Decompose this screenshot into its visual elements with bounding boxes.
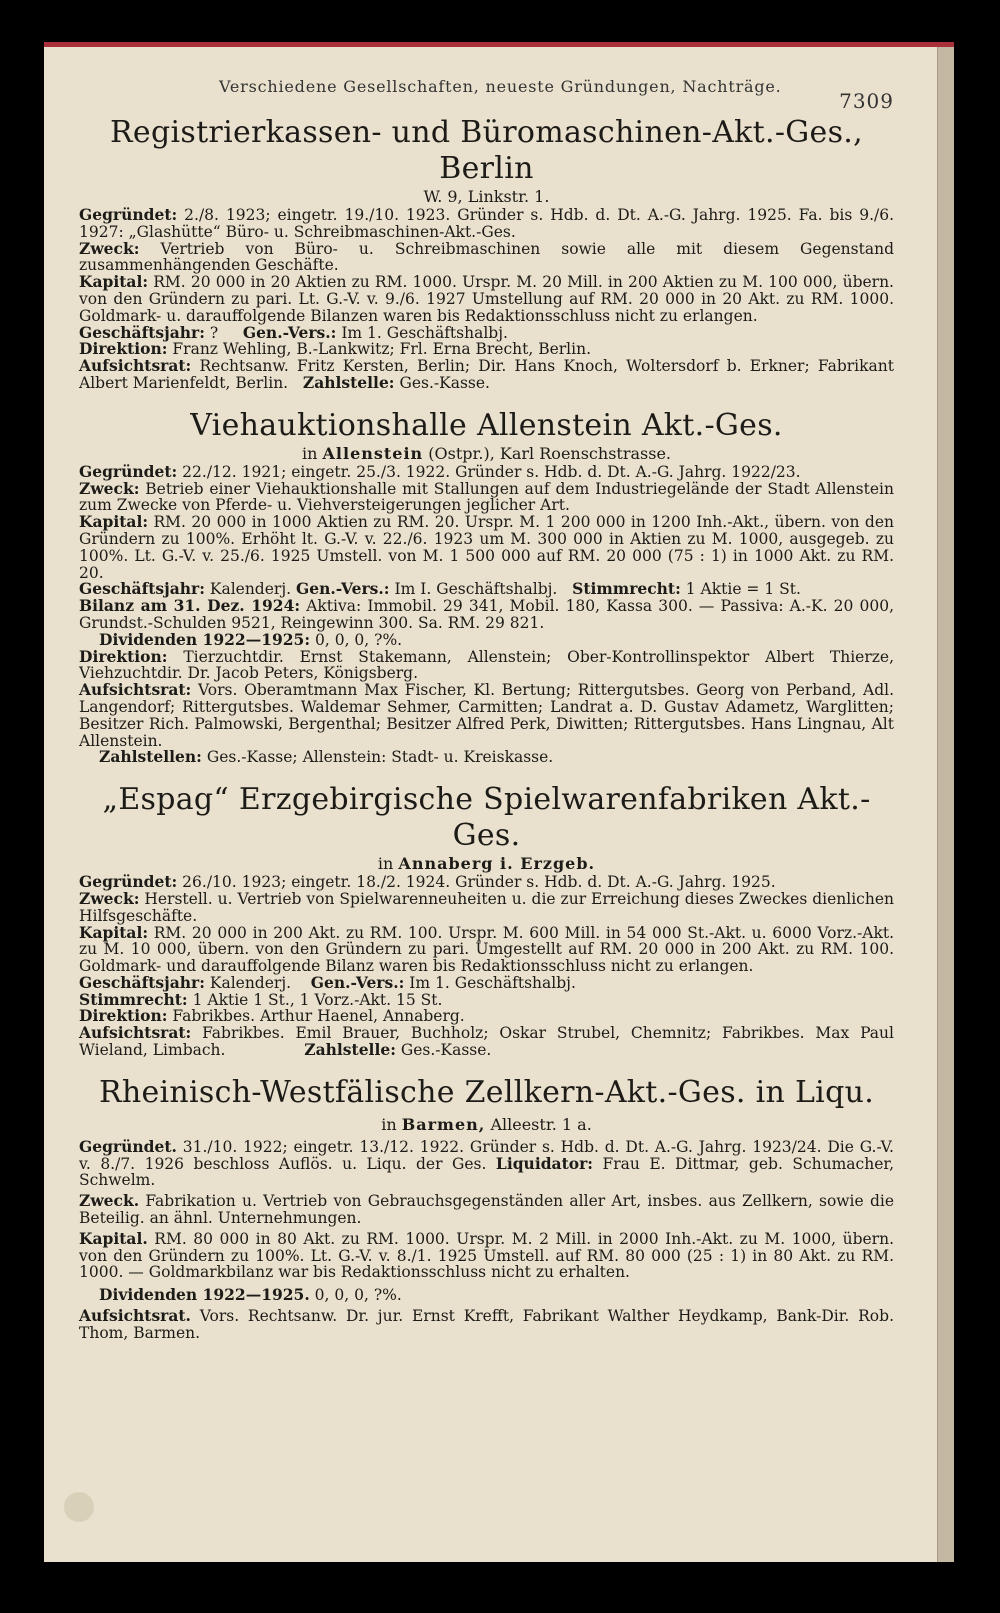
dividends-line — [79, 629, 894, 649]
capital-text: RM. 20 000 in 1000 Aktien zu RM. 20. Urspr. M. 1 200 000 in 1200 Inh.-Akt., übern. von den Gründern zu 100%. Erhöht lt. G.-V. v. 22./6. 1923 um M. 300 000 in Aktien zu M. 1000, ausgegeb. zu 100%. Lt. G.-V. v. 25./6. 1925 Umstell. von M. 1 500 000 auf RM. 20 000 (75 : 1) in 1000 Akt. zu RM. 20. — [79, 513, 894, 582]
dividends-value: 0, 0, 0, ?%. — [315, 630, 403, 649]
purpose-line — [79, 478, 894, 515]
capital-text: RM. 20 000 in 200 Akt. zu RM. 100. Urspr. M. 600 Mill. in 54 000 St.-Akt. u. 6000 Vorz.-Akt. zu M. 10 000, übern. von den Gründern zu pari. Umgestellt auf RM. 20 000 in 200 Akt. zu RM. 100. Goldmark- und darauffolgende Bilanz waren bis Redaktionsschluss nicht zu erlangen. — [79, 923, 894, 976]
company-location — [79, 1115, 894, 1135]
running-title: Verschiedene Gesellschaften, neueste Gründungen, Nachträge. — [219, 77, 782, 96]
balance-label: Bilanz am 31. Dez. 1924: — [79, 596, 301, 616]
liquidator-value: Frau E. Dittmar, geb. Schumacher, Schwelm. — [79, 1154, 895, 1190]
paying-office-label: Zahlstelle: — [302, 372, 395, 392]
capital-label: Kapital: — [79, 512, 149, 532]
board-label: Direktion: — [79, 1006, 168, 1026]
location-suffix: Alleestr. 1 a. — [490, 1114, 592, 1134]
founded-line — [79, 874, 894, 891]
company-entry-registrierkassen — [79, 115, 894, 392]
company-location — [79, 854, 894, 874]
capital-label: Kapital. — [79, 1228, 148, 1248]
board-text: Tierzuchtdir. Ernst Stakemann, Allenstein; Ober-Kontrollinspektor Albert Thierze, Viehzuchtdir. Dr. Jacob Peters, Königsberg. — [79, 647, 894, 683]
supervisory-line — [79, 1308, 894, 1342]
capital-text: RM. 80 000 in 80 Akt. zu RM. 1000. Urspr. M. 2 Mill. in 2000 Inh.-Akt. zu M. 1000, übern. von den Gründern zu 100%. Lt. G.-V. v. 8./1. 1925 Umstell. auf RM. 80 000 (25 : 1) in 80 Akt. zu RM. 1000. — Goldmarkbilanz war bis Redaktionsschluss nicht zu erhalten. — [79, 1229, 894, 1282]
purpose-label: Zweck. — [79, 1191, 140, 1211]
founded-label: Gegründet: — [79, 872, 178, 892]
supervisory-text: Vors. Oberamtmann Max Fischer, Kl. Bertung; Rittergutsbes. Georg von Perband, Adl. Langendorf; Rittergutsbes. Waldemar Sehmer, Carmitten; Landrat a. D. Gustav Adametz, Warglitten; Besitzer Rich. Palmowski, Bergenthal; Besitzer Alfred Perk, Diwitten; Rittergutsbes. Hans Lingnau, Alt Allenstein. — [79, 681, 894, 750]
location-prefix: in — [302, 443, 318, 463]
capital-line — [79, 922, 894, 976]
liquidator-label: Liquidator: — [495, 1153, 593, 1173]
company-entry-viehauktionshalle — [79, 408, 894, 766]
location-prefix: in — [377, 854, 394, 874]
general-meeting-value: Im 1. Geschäftshalbj. — [409, 973, 576, 992]
founded-line — [79, 1136, 895, 1190]
company-entry-espag — [79, 782, 894, 1059]
supervisory-label: Aufsichtsrat: — [79, 680, 192, 700]
board-label: Direktion: — [79, 646, 168, 666]
paying-office-value: Ges.-Kasse; Allenstein: Stadt- u. Kreiskasse. — [206, 748, 554, 767]
capital-label: Kapital: — [79, 922, 149, 942]
company-title: Registrierkassen- und Büromaschinen-Akt.-Ges., Berlin — [110, 115, 863, 186]
company-title: „Espag“ Erzgebirgische Spielwarenfabriken Akt.-Ges. — [102, 782, 871, 854]
company-title: Viehauktionshalle Allenstein Akt.-Ges. — [190, 407, 783, 443]
capital-label: Kapital: — [79, 272, 149, 292]
fiscal-year-label: Geschäftsjahr: — [79, 579, 205, 599]
page-text — [79, 47, 894, 1342]
founded-text: 22./12. 1921; eingetr. 25./3. 1922. Gründer s. Hdb. d. Dt. A.-G. Jahrg. 1922/23. — [182, 462, 801, 481]
purpose-label: Zweck: — [79, 238, 140, 258]
purpose-label: Zweck: — [79, 478, 140, 498]
purpose-line — [79, 1193, 894, 1227]
board-line — [79, 341, 894, 358]
general-meeting-value: Im I. Geschäftshalbj. — [394, 580, 558, 599]
fiscal-year-value: ? — [209, 323, 219, 342]
paying-office-value: Ges.-Kasse. — [399, 373, 490, 392]
board-text: Franz Wehling, B.-Lankwitz; Frl. Erna Brecht, Berlin. — [172, 340, 591, 359]
balance-text: Aktiva: Immobil. 29 341, Mobil. 180, Kassa 300. — Passiva: A.-K. 20 000, Grundst.-Schulden 9521, Reingewinn 300. Sa. RM. 29 821. — [79, 597, 894, 632]
page-binding-edge — [937, 47, 954, 1562]
capital-text: RM. 20 000 in 20 Aktien zu RM. 1000. Urspr. M. 20 Mill. in 200 Aktien zu M. 100 000, übern. von den Gründern zu pari. Lt. G.-V. v. 9./6. 1927 Umstellung auf RM. 20 000 in 20 Akt. zu RM. 1000. Goldmark- u. darauffolgende Bilanzen waren bis Redaktionsschluss nicht zu erlangen. — [79, 273, 894, 325]
company-entry-zellkern — [79, 1075, 894, 1342]
fiscal-year-label: Geschäftsjahr: — [79, 322, 205, 342]
board-text: Fabrikbes. Arthur Haenel, Annaberg. — [172, 1007, 465, 1026]
fiscal-year-line — [79, 322, 894, 342]
voting-right-value: 1 Aktie = 1 St. — [685, 580, 801, 599]
founded-text: 31./10. 1922; eingetr. 13./12. 1922. Gründer s. Hdb. d. Dt. A.-G. Jahrg. 1923/24. Die G.-V. v. 8./7. 1926 beschloss Auflös. u. Liqu. der Ges. — [79, 1137, 894, 1173]
supervisory-text: Rechtsanw. Fritz Kersten, Berlin; Dir. Hans Knoch, Woltersdorf b. Erkner; Fabrikant Albert Marienfeldt, Berlin. — [79, 357, 894, 392]
supervisory-label: Aufsichtsrat: — [79, 356, 192, 376]
board-line — [79, 646, 894, 683]
supervisory-label: Aufsichtsrat: — [79, 1023, 192, 1043]
fiscal-year-value: Kalenderj. — [209, 973, 292, 992]
general-meeting-label: Gen.-Vers.: — [295, 579, 390, 599]
general-meeting-label: Gen.-Vers.: — [242, 322, 337, 342]
fiscal-year-value: Kalenderj. — [209, 580, 292, 599]
purpose-text: Herstell. u. Vertrieb von Spielwarenneuheiten u. die zur Erreichung dieses Zweckes dienlichen Hilfsgeschäfte. — [79, 889, 894, 925]
founded-line — [79, 207, 894, 241]
capital-line — [79, 274, 894, 324]
board-line — [79, 1008, 894, 1025]
fiscal-year-line — [79, 972, 894, 992]
location-suffix: (Ostpr.), Karl Roenschstrasse. — [428, 443, 671, 463]
founded-label: Gegründet: — [79, 205, 178, 224]
dividends-line — [79, 1287, 894, 1304]
founded-label: Gegründet. — [79, 1136, 177, 1156]
founded-label: Gegründet: — [79, 461, 178, 481]
general-meeting-value: Im 1. Geschäftshalbj. — [341, 323, 508, 342]
paying-offices-line — [79, 749, 894, 766]
city-name: Barmen, — [401, 1114, 486, 1134]
purpose-text: Betrieb einer Viehauktionshalle mit Stallungen auf dem Industriegelände der Stadt Allenstein zum Zwecke von Pferde- u. Viehversteigerungen jeglicher Art. — [79, 479, 894, 515]
supervisory-text: Fabrikbes. Emil Brauer, Buchholz; Oskar Strubel, Chemnitz; Fabrikbes. Max Paul Wieland, Limbach. — [79, 1024, 894, 1060]
purpose-label: Zweck: — [79, 888, 140, 908]
company-address: W. 9, Linkstr. 1. — [423, 187, 550, 206]
city-name: Annaberg i. Erzgeb. — [398, 854, 596, 874]
paying-office-label: Zahlstellen: — [99, 747, 202, 767]
location-prefix: in — [381, 1114, 397, 1134]
supervisory-label: Aufsichtsrat. — [79, 1306, 191, 1326]
founded-line — [79, 461, 894, 481]
board-label: Direktion: — [79, 339, 168, 359]
supervisory-line — [79, 682, 894, 749]
dividends-label: Dividenden 1922—1925: — [99, 629, 311, 649]
capital-line — [79, 1228, 894, 1282]
paper-stain — [64, 1492, 94, 1522]
capital-line — [79, 514, 894, 581]
dividends-label: Dividenden 1922—1925. — [99, 1285, 310, 1305]
voting-right-value: 1 Aktie 1 St., 1 Vorz.-Akt. 15 St. — [192, 990, 443, 1009]
balance-line — [79, 598, 894, 632]
supervisory-text: Vors. Rechtsanw. Dr. jur. Ernst Krefft, Fabrikant Walther Heydkamp, Bank-Dir. Rob. Thom, Barmen. — [79, 1307, 894, 1342]
purpose-line — [79, 888, 894, 925]
company-title: Rheinisch-Westfälische Zellkern-Akt.-Ges. in Liqu. — [98, 1074, 875, 1110]
founded-text: 26./10. 1923; eingetr. 18./2. 1924. Gründer s. Hdb. d. Dt. A.-G. Jahrg. 1925. — [182, 873, 776, 892]
book-page — [44, 47, 954, 1562]
running-header — [79, 47, 894, 113]
city-name: Allenstein — [322, 443, 424, 463]
purpose-text: Fabrikation u. Vertrieb von Gebrauchsgegenständen aller Art, insbes. aus Zellkern, sowie die Beteilig. an ähnl. Unternehmungen. — [79, 1192, 894, 1228]
purpose-line — [79, 238, 894, 275]
supervisory-line — [79, 1025, 894, 1059]
founded-text: 2./8. 1923; eingetr. 19./10. 1923. Gründer s. Hdb. d. Dt. A.-G. Jahrg. 1925. Fa. bis 9./6. 1927: „Glashütte“ Büro- u. Schreibmaschinen-Akt.-Ges. — [79, 206, 895, 241]
page-number: 7309 — [839, 89, 894, 113]
voting-right-label: Stimmrecht: — [572, 579, 681, 599]
general-meeting-label: Gen.-Vers.: — [310, 972, 405, 992]
purpose-text: Vertrieb von Büro- u. Schreibmaschinen sowie alle mit diesem Gegenstand zusammenhängenden Geschäfte. — [79, 239, 894, 275]
supervisory-line — [79, 358, 894, 392]
voting-right-label: Stimmrecht: — [79, 989, 188, 1009]
company-location — [79, 444, 894, 464]
paying-office-label: Zahlstelle: — [304, 1040, 396, 1060]
paying-office-value: Ges.-Kasse. — [400, 1041, 492, 1060]
voting-right-line — [79, 989, 894, 1009]
fiscal-year-label: Geschäftsjahr: — [79, 972, 205, 992]
dividends-value: 0, 0, 0, ?%. — [314, 1286, 402, 1305]
